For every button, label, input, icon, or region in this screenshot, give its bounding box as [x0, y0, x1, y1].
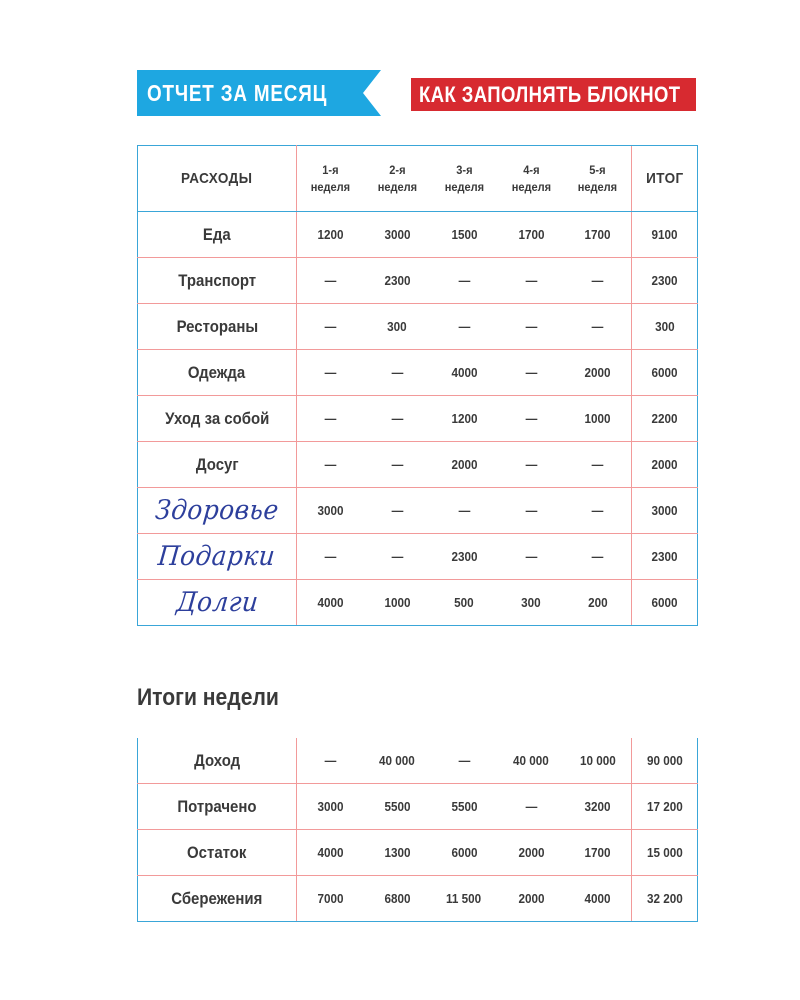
row-label: Еда — [138, 212, 297, 258]
week-3-cell: 1200 — [431, 396, 498, 442]
header-week-3: 3-я неделя — [431, 146, 498, 212]
week-1-cell: 4000 — [297, 580, 364, 626]
week-5-cell: 1700 — [565, 830, 632, 876]
week-5-cell: — — [565, 534, 632, 580]
header-week-1: 1-я неделя — [297, 146, 364, 212]
week-2-cell: — — [364, 350, 431, 396]
week-4-cell: 40 000 — [498, 738, 565, 784]
header-week-2: 2-я неделя — [364, 146, 431, 212]
week-5-cell: — — [565, 488, 632, 534]
week-2-cell: 6800 — [364, 876, 431, 922]
header-expenses: РАСХОДЫ — [138, 146, 297, 212]
week-4-cell: — — [498, 350, 565, 396]
week-1-cell: — — [297, 350, 364, 396]
table-row — [138, 396, 698, 442]
table-row — [138, 350, 698, 396]
week-4-cell: — — [498, 488, 565, 534]
total-cell: 17 200 — [632, 784, 698, 830]
week-5-cell: 10 000 — [565, 738, 632, 784]
week-2-cell: 2300 — [364, 258, 431, 304]
total-cell: 2300 — [632, 258, 698, 304]
total-cell: 2200 — [632, 396, 698, 442]
week-4-cell: 300 — [498, 580, 565, 626]
week-4-cell: — — [498, 304, 565, 350]
table-row — [138, 534, 698, 580]
week-3-cell: 1500 — [431, 212, 498, 258]
expenses-table — [137, 145, 698, 626]
week-2-cell: — — [364, 534, 431, 580]
header-week-4: 4-я неделя — [498, 146, 565, 212]
week-2-cell: 40 000 — [364, 738, 431, 784]
row-label: Потрачено — [138, 784, 297, 830]
week-5-cell: — — [565, 304, 632, 350]
week-2-cell: 1000 — [364, 580, 431, 626]
week-5-cell: 1000 — [565, 396, 632, 442]
week-4-cell: 2000 — [498, 876, 565, 922]
table-row — [138, 258, 698, 304]
row-label: Рестораны — [138, 304, 297, 350]
row-label: Транспорт — [138, 258, 297, 304]
week-2-cell: — — [364, 488, 431, 534]
week-4-cell: — — [498, 396, 565, 442]
weekly-summary-table — [137, 738, 698, 922]
week-5-cell: 3200 — [565, 784, 632, 830]
week-3-cell: 2300 — [431, 534, 498, 580]
row-label: Доход — [138, 738, 297, 784]
week-2-cell: 3000 — [364, 212, 431, 258]
header-total: ИТОГ — [632, 146, 698, 212]
total-cell: 6000 — [632, 580, 698, 626]
week-4-cell: — — [498, 784, 565, 830]
weekly-summary-title: Итоги недели — [137, 684, 279, 711]
total-cell: 9100 — [632, 212, 698, 258]
week-3-cell: 6000 — [431, 830, 498, 876]
table-row — [138, 212, 698, 258]
total-cell: 90 000 — [632, 738, 698, 784]
week-1-cell: 3000 — [297, 488, 364, 534]
week-2-cell: 300 — [364, 304, 431, 350]
week-4-cell: 1700 — [498, 212, 565, 258]
total-cell: 15 000 — [632, 830, 698, 876]
week-1-cell: — — [297, 258, 364, 304]
row-label: Подарки — [138, 534, 297, 580]
week-3-cell: — — [431, 488, 498, 534]
total-cell: 6000 — [632, 350, 698, 396]
week-5-cell: 4000 — [565, 876, 632, 922]
week-4-cell: 2000 — [498, 830, 565, 876]
week-5-cell: 1700 — [565, 212, 632, 258]
report-banner — [137, 68, 381, 118]
week-3-cell: 11 500 — [431, 876, 498, 922]
week-3-cell: 4000 — [431, 350, 498, 396]
week-4-cell: — — [498, 258, 565, 304]
week-1-cell: — — [297, 442, 364, 488]
total-cell: 3000 — [632, 488, 698, 534]
week-1-cell: — — [297, 738, 364, 784]
total-cell: 300 — [632, 304, 698, 350]
week-1-cell: 4000 — [297, 830, 364, 876]
row-label: Здоровье — [138, 488, 297, 534]
week-5-cell: 200 — [565, 580, 632, 626]
table-row — [138, 738, 698, 784]
week-5-cell: 2000 — [565, 350, 632, 396]
week-4-cell: — — [498, 442, 565, 488]
week-3-cell: — — [431, 304, 498, 350]
row-label: Долги — [138, 580, 297, 626]
table-row — [138, 442, 698, 488]
week-1-cell: — — [297, 534, 364, 580]
week-3-cell: 500 — [431, 580, 498, 626]
week-1-cell: 3000 — [297, 784, 364, 830]
table-row — [138, 304, 698, 350]
week-3-cell: 2000 — [431, 442, 498, 488]
week-3-cell: — — [431, 258, 498, 304]
week-5-cell: — — [565, 258, 632, 304]
week-1-cell: 1200 — [297, 212, 364, 258]
week-2-cell: 1300 — [364, 830, 431, 876]
week-1-cell: — — [297, 304, 364, 350]
week-2-cell: — — [364, 442, 431, 488]
total-cell: 2000 — [632, 442, 698, 488]
row-label: Досуг — [138, 442, 297, 488]
how-to-fill-title: КАК ЗАПОЛНЯТЬ БЛОКНОТ — [419, 82, 681, 107]
row-label: Одежда — [138, 350, 297, 396]
report-banner-title: ОТЧЕТ ЗА МЕСЯЦ — [147, 80, 328, 106]
table-row — [138, 784, 698, 830]
header-week-5: 5-я неделя — [565, 146, 632, 212]
table-row — [138, 580, 698, 626]
week-1-cell: 7000 — [297, 876, 364, 922]
week-3-cell: — — [431, 738, 498, 784]
week-4-cell: — — [498, 534, 565, 580]
table-row — [138, 830, 698, 876]
how-to-fill-banner — [411, 78, 696, 111]
total-cell: 2300 — [632, 534, 698, 580]
total-cell: 32 200 — [632, 876, 698, 922]
expenses-header-row — [138, 146, 698, 212]
week-2-cell: — — [364, 396, 431, 442]
row-label: Остаток — [138, 830, 297, 876]
week-1-cell: — — [297, 396, 364, 442]
row-label: Уход за собой — [138, 396, 297, 442]
week-3-cell: 5500 — [431, 784, 498, 830]
week-5-cell: — — [565, 442, 632, 488]
table-row — [138, 876, 698, 922]
row-label: Сбережения — [138, 876, 297, 922]
table-row — [138, 488, 698, 534]
week-2-cell: 5500 — [364, 784, 431, 830]
